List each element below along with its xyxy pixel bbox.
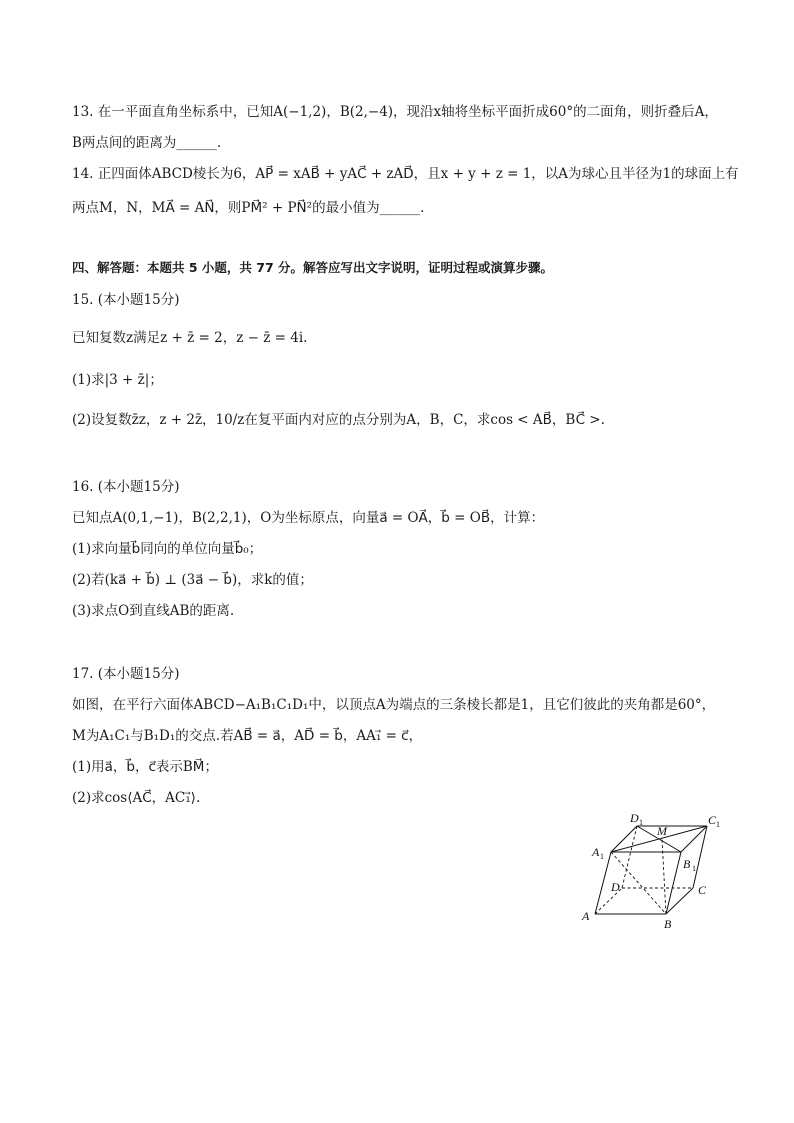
- q17-part2: (2)求cos⟨AC⃗，AC₁⃗⟩.: [72, 790, 201, 806]
- q17-header: 17. (本小题15分): [72, 666, 180, 682]
- label-c: C: [698, 883, 707, 897]
- q16-header: 16. (本小题15分): [72, 479, 180, 495]
- q15-header: 15. (本小题15分): [72, 292, 180, 308]
- q16-part2: (2)若(ka⃗ + b⃗) ⊥ (3a⃗ − b⃗)，求k的值；: [72, 572, 313, 588]
- label-m: M: [657, 824, 667, 838]
- edge-a1-a: [595, 852, 611, 914]
- edge-c1-c: [693, 826, 707, 888]
- hidden-b-m: [662, 839, 666, 914]
- label-d1: D: [630, 811, 639, 825]
- parallelepiped-figure: [578, 808, 728, 938]
- section-heading: 四、解答题：本题共 5 小题，共 77 分。解答应写出文字说明，证明过程或演算步骤。: [72, 260, 554, 275]
- q13-line1: 13. 在一平面直角坐标系中，已知A(−1,2)，B(2,−4)，现沿x轴将坐标平面折成60°的二面角，则折叠后A，: [72, 104, 718, 120]
- q17-stem2: M为A₁C₁与B₁D₁的交点.若AB⃗ = a⃗，AD⃗ = b⃗，AA₁⃗ = c⃗，: [72, 728, 423, 744]
- q15-part1: (1)求|3 + z̄|；: [72, 372, 163, 388]
- edge-b1-b: [666, 852, 681, 914]
- q14-line2: 两点M，N，MA⃗ = AN⃗，则PM⃗² + PN⃗²的最小值为______.: [72, 200, 425, 216]
- q17-part1: (1)用a⃗，b⃗，c⃗表示BM⃗；: [72, 759, 218, 775]
- q16-part3: (3)求点O到直线AB的距离.: [72, 603, 235, 619]
- q14-line1: 14. 正四面体ABCD棱长为6，AP⃗ = xAB⃗ + yAC⃗ + zAD⃗，且x + y + z = 1，以A为球心且半径为1的球面上有: [72, 166, 739, 182]
- label-d: D: [611, 880, 620, 894]
- label-d1-sub: 1: [639, 818, 643, 827]
- label-a1-sub: 1: [600, 852, 604, 861]
- label-b1-sub: 1: [692, 864, 696, 873]
- q15-part2: (2)设复数z̄z，z + 2z̄，10/z在复平面内对应的点分别为A，B，C，求cos < AB⃗，BC⃗ >.: [72, 412, 605, 428]
- q17-stem1: 如图，在平行六面体ABCD−A₁B₁C₁D₁中，以顶点A为端点的三条棱长都是1，且它们彼此的夹角都是60°，: [72, 697, 716, 713]
- q16-stem: 已知点A(0,1,−1)，B(2,2,1)，O为坐标原点，向量a⃗ = OA⃗，b⃗ = OB⃗，计算：: [72, 510, 545, 526]
- label-c1-sub: 1: [716, 820, 720, 829]
- label-b: B: [664, 917, 672, 931]
- q15-stem: 已知复数z满足z + z̄ = 2，z − z̄ = 4i.: [72, 330, 308, 346]
- edge-b-c: [666, 888, 693, 914]
- label-a: A: [582, 909, 590, 923]
- q13-line2: B两点间的距离为______.: [72, 135, 222, 151]
- label-b1: B: [683, 857, 691, 871]
- label-c1: C: [708, 813, 717, 827]
- q16-part1: (1)求向量b⃗同向的单位向量b⃗₀；: [72, 541, 263, 557]
- label-a1: A: [592, 845, 600, 859]
